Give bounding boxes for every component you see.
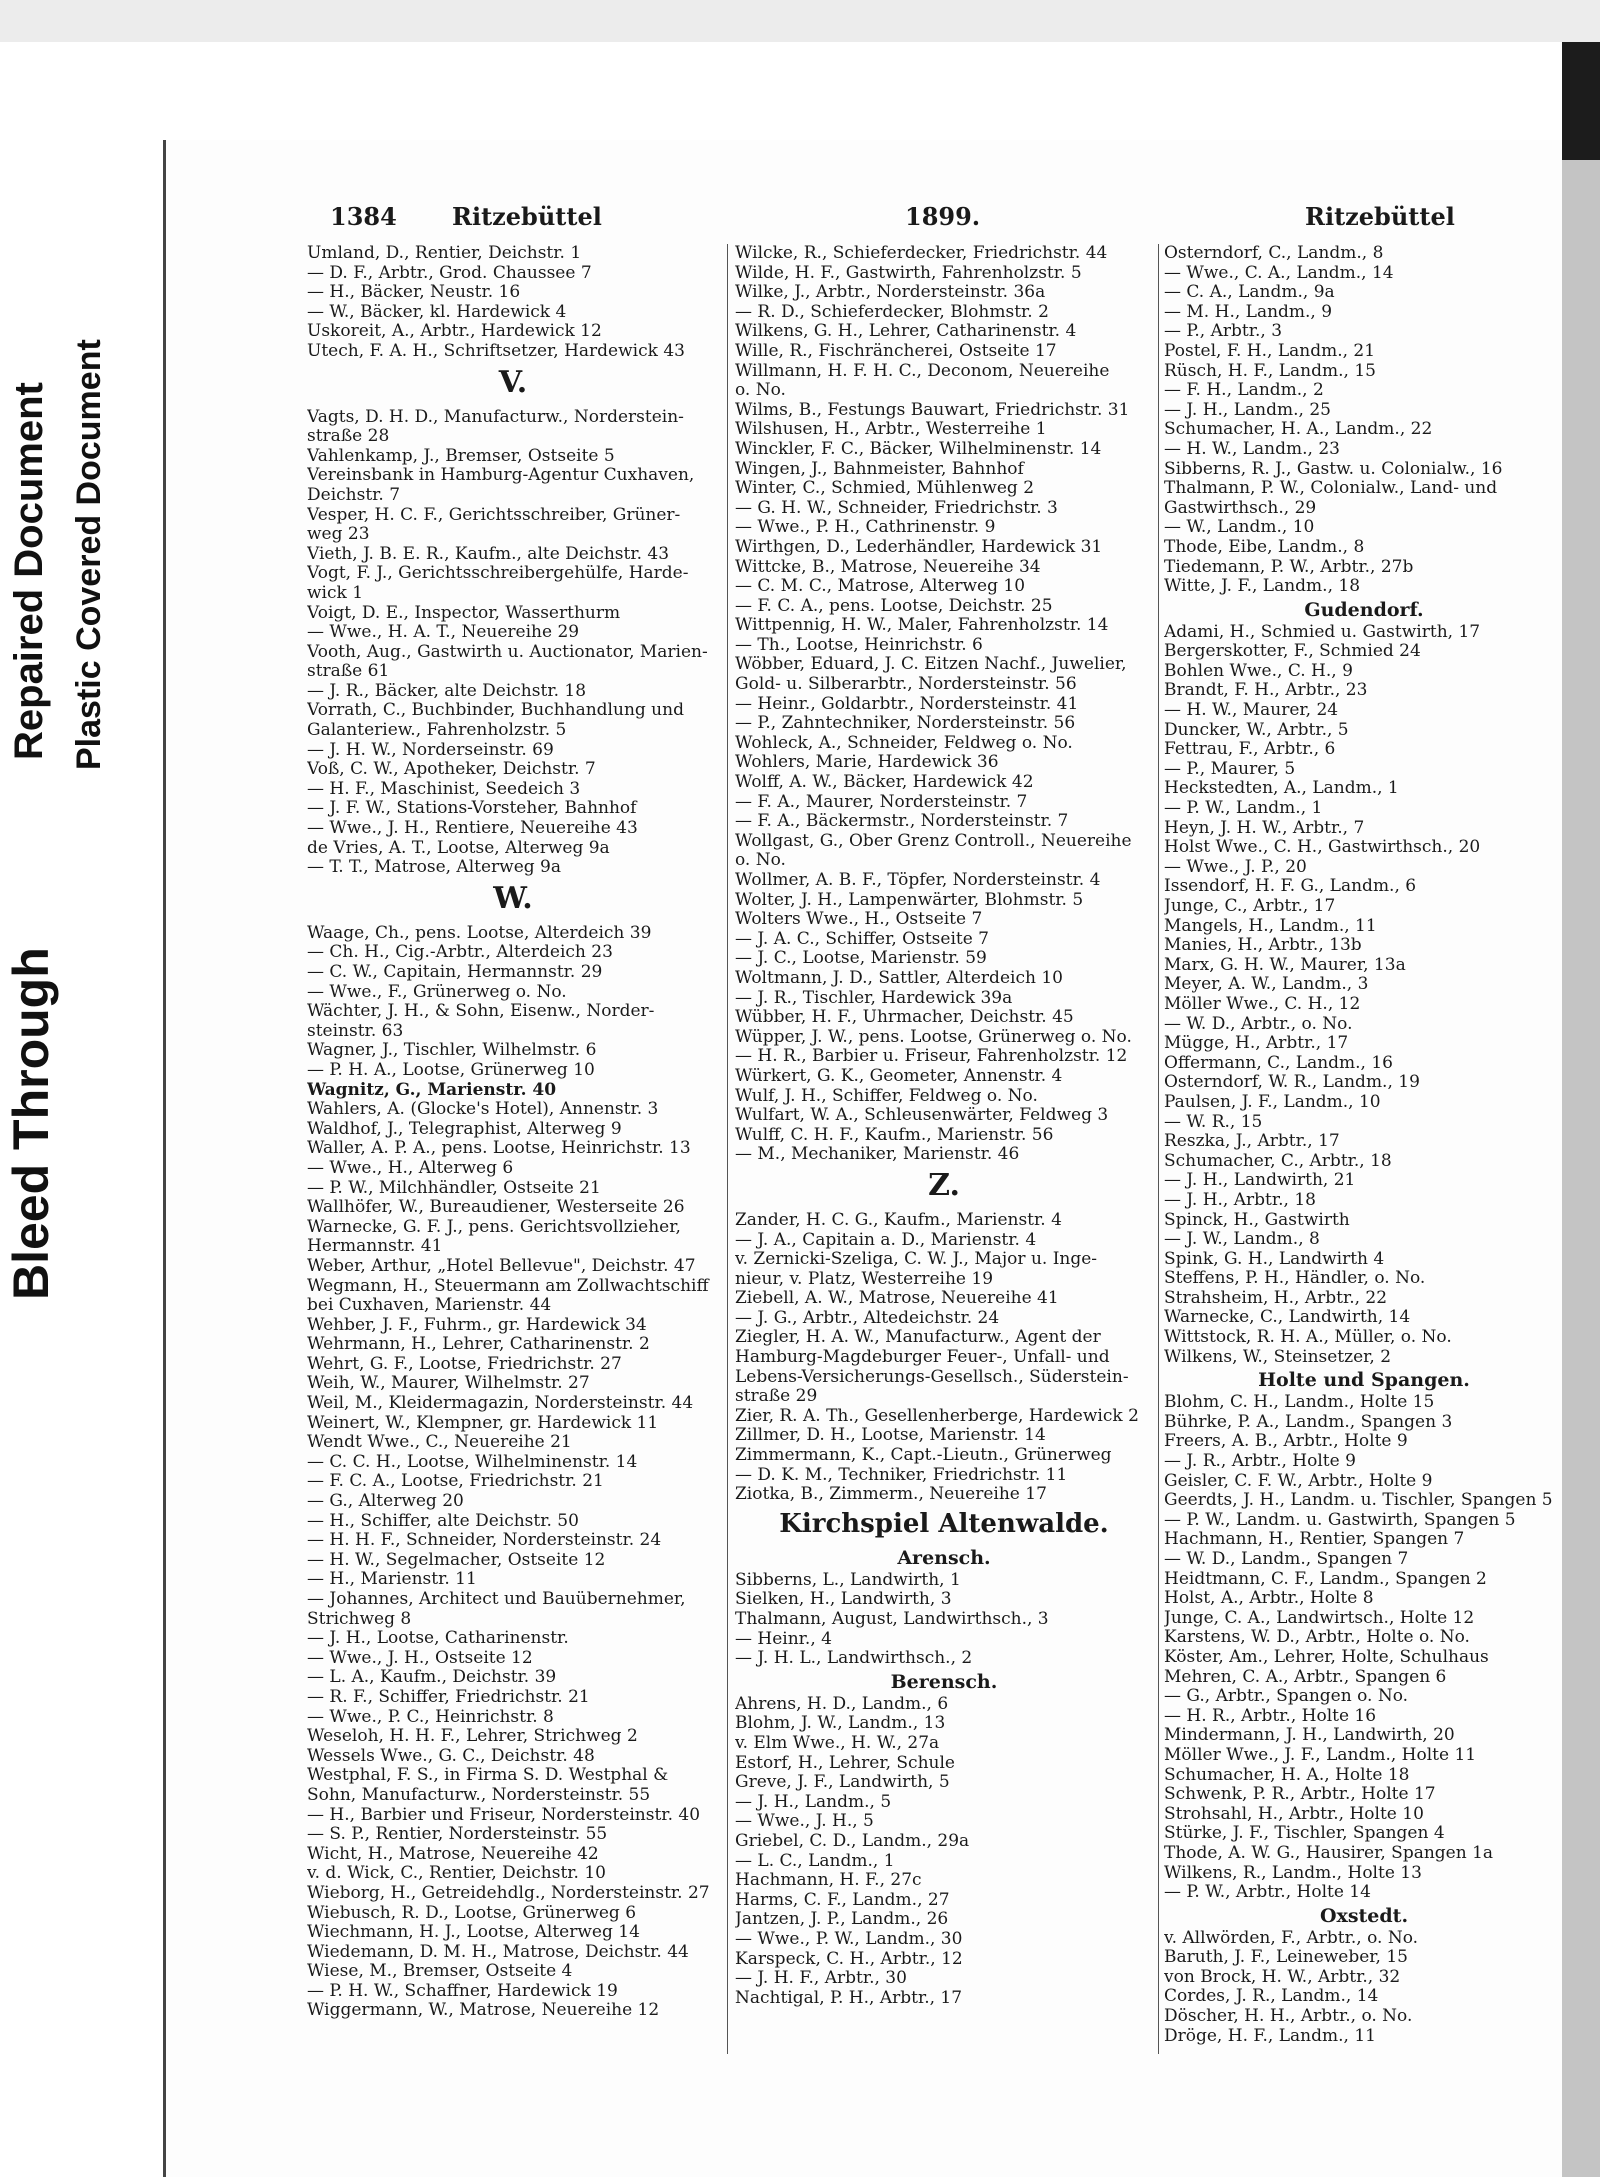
directory-entry: Möller Wwe., C. H., 12 <box>1164 994 1361 1014</box>
directory-entry: Wallhöfer, W., Bureaudiener, Westerseite 26 <box>307 1198 685 1218</box>
directory-entry: — P., Zahntechniker, Nordersteinstr. 56 <box>735 714 1076 734</box>
directory-entry: Vesper, H. C. F., Gerichtsschreiber, Grüner- <box>307 505 681 525</box>
directory-entry: — P. W., Arbtr., Holte 14 <box>1164 1883 1371 1903</box>
directory-entry: Holst, A., Arbtr., Holte 8 <box>1164 1589 1374 1609</box>
directory-entry: — J. R., Arbtr., Holte 9 <box>1164 1452 1356 1472</box>
directory-entry: — Wwe., H., Alterweg 6 <box>307 1158 514 1178</box>
directory-entry: Mehren, C. A., Arbtr., Spangen 6 <box>1164 1667 1447 1687</box>
directory-entry: — Heinr., Goldarbtr., Nordersteinstr. 41 <box>735 694 1079 714</box>
directory-entry: Wolter, J. H., Lampenwärter, Blohmstr. 5 <box>735 890 1084 910</box>
directory-entry: — Wwe., P. W., Landm., 30 <box>735 1929 963 1949</box>
directory-entry: Cordes, J. R., Landm., 14 <box>1164 1987 1379 2007</box>
directory-entry: Schumacher, H. A., Holte 18 <box>1164 1765 1410 1785</box>
directory-entry: Strahsheim, H., Arbtr., 22 <box>1164 1288 1388 1308</box>
directory-entry: Waller, A. P. A., pens. Lootse, Heinrichstr. 13 <box>307 1139 691 1159</box>
directory-entry: — Heinr., 4 <box>735 1629 832 1649</box>
directory-entry: Wiedemann, D. M. H., Matrose, Deichstr. 44 <box>307 1942 689 1962</box>
directory-entry: steinstr. 63 <box>307 1021 404 1041</box>
directory-entry: Junge, C., Arbtr., 17 <box>1164 897 1336 916</box>
directory-entry: Greve, J. F., Landwirth, 5 <box>735 1773 950 1793</box>
directory-entry: Wendt Wwe., C., Neuereihe 21 <box>307 1433 572 1453</box>
directory-entry: Strichweg 8 <box>307 1609 412 1629</box>
directory-entry: Blohm, C. H., Landm., Holte 15 <box>1164 1393 1435 1413</box>
directory-entry: — Wwe., F., Grünerweg o. No. <box>307 982 567 1002</box>
directory-entry: — P., Maurer, 5 <box>1164 759 1296 779</box>
directory-entry: Wilke, J., Arbtr., Nordersteinstr. 36a <box>735 283 1046 303</box>
directory-entry: Wicht, H., Matrose, Neuereihe 42 <box>307 1844 599 1864</box>
directory-entry: Nachtigal, P. H., Arbtr., 17 <box>735 1988 963 2008</box>
directory-entry: Weinert, W., Klempner, gr. Hardewick 11 <box>307 1413 659 1433</box>
directory-entry: — Wwe., J. H., Ostseite 12 <box>307 1648 533 1668</box>
section-heading: Z. <box>928 1167 960 1203</box>
directory-entry: Freers, A. B., Arbtr., Holte 9 <box>1164 1432 1408 1452</box>
directory-entry: — C. C. H., Lootse, Wilhelminenstr. 14 <box>307 1452 638 1472</box>
column-divider <box>1158 244 1159 2054</box>
directory-entry: — R. D., Schieferdecker, Blohmstr. 2 <box>735 302 1049 322</box>
directory-entry: — D. F., Arbtr., Grod. Chaussee 7 <box>307 263 592 283</box>
directory-entry: Sibberns, L., Landwirth, 1 <box>735 1570 961 1590</box>
directory-entry: Wiggermann, W., Matrose, Neuereihe 12 <box>307 2001 660 2021</box>
directory-entry: weg 23 <box>307 525 370 545</box>
directory-entry: Wieborg, H., Getreidehdlg., Nordersteinstr. 27 <box>307 1883 710 1903</box>
directory-entry: — F. C. A., pens. Lootse, Deichstr. 25 <box>735 596 1053 616</box>
directory-entry: — C. W., Capitain, Hermannstr. 29 <box>307 963 603 982</box>
directory-entry: Vereinsbank in Hamburg-Agentur Cuxhaven, <box>307 466 695 486</box>
directory-entry: Meyer, A. W., Landm., 3 <box>1164 975 1369 995</box>
directory-entry: Geerdts, J. H., Landm. u. Tischler, Spangen 5 <box>1164 1491 1553 1511</box>
directory-entry: — Th., Lootse, Heinrichstr. 6 <box>735 635 983 655</box>
directory-entry: o. No. <box>735 381 786 401</box>
directory-column-2 <box>735 244 1153 2008</box>
directory-entry: Ziegler, H. A. W., Manufacturw., Agent der <box>735 1328 1101 1348</box>
directory-entry: Ziotka, B., Zimmerm., Neuereihe 17 <box>735 1485 1047 1505</box>
directory-entry: Thalmann, August, Landwirthsch., 3 <box>735 1610 1049 1629</box>
directory-entry: Wulfart, W. A., Schleusenwärter, Feldweg 3 <box>735 1106 1109 1126</box>
directory-entry: — Wwe., J. H., Rentiere, Neuereihe 43 <box>307 819 638 839</box>
directory-entry: Thalmann, P. W., Colonialw., Land- und <box>1164 479 1498 499</box>
directory-entry: Osterndorf, C., Landm., 8 <box>1164 244 1384 263</box>
directory-entry: Wollmer, A. B. F., Töpfer, Nordersteinstr. 4 <box>735 871 1101 890</box>
directory-entry: straße 29 <box>735 1387 818 1407</box>
directory-entry: — Wwe., J. H., 5 <box>735 1812 874 1832</box>
directory-entry: Woltmann, J. D., Sattler, Alterdeich 10 <box>735 968 1063 988</box>
directory-entry: — H. H. F., Schneider, Nordersteinstr. 24 <box>307 1531 662 1551</box>
directory-entry: Bohlen Wwe., C. H., 9 <box>1164 661 1353 681</box>
directory-entry: Wulf, J. H., Schiffer, Feldweg o. No. <box>735 1086 1038 1106</box>
directory-entry: Wilshusen, H., Arbtr., Westerreihe 1 <box>735 420 1047 440</box>
directory-entry: Jantzen, J. P., Landm., 26 <box>735 1910 949 1930</box>
directory-entry: — F. H., Landm., 2 <box>1164 381 1324 401</box>
section-heading: Berensch. <box>890 1670 998 1693</box>
directory-entry: — M. H., Landm., 9 <box>1164 302 1333 322</box>
directory-entry: Sielken, H., Landwirth, 3 <box>735 1590 952 1610</box>
directory-entry: Wolters Wwe., H., Ostseite 7 <box>735 910 983 930</box>
directory-entry: — J. W., Landm., 8 <box>1164 1230 1320 1250</box>
directory-entry: Griebel, C. D., Landm., 29a <box>735 1831 970 1851</box>
directory-entry: — H., Schiffer, alte Deichstr. 50 <box>307 1511 579 1531</box>
directory-entry: — P. H. W., Schaffner, Hardewick 19 <box>307 1981 618 2001</box>
directory-entry: Adami, H., Schmied u. Gastwirth, 17 <box>1164 622 1481 642</box>
directory-entry: Wahlers, A. (Glocke's Hotel), Annenstr. 3 <box>307 1100 659 1120</box>
directory-entry: Galanteriew., Fahrenholzstr. 5 <box>307 721 567 741</box>
directory-entry: Waage, Ch., pens. Lootse, Alterdeich 39 <box>307 923 652 943</box>
directory-entry: Stürke, J. F., Tischler, Spangen 4 <box>1164 1824 1445 1844</box>
directory-entry: Postel, F. H., Landm., 21 <box>1164 341 1376 361</box>
directory-entry: Bührke, P. A., Landm., Spangen 3 <box>1164 1412 1453 1432</box>
directory-entry: Wulff, C. H. F., Kaufm., Marienstr. 56 <box>735 1125 1054 1145</box>
directory-entry: Ahrens, H. D., Landm., 6 <box>735 1694 949 1714</box>
directory-entry: — P. H. A., Lootse, Grünerweg 10 <box>307 1060 595 1080</box>
directory-entry: wick 1 <box>307 583 364 603</box>
directory-entry: — J. H., Lootse, Catharinenstr. <box>307 1629 569 1649</box>
directory-entry: Wingen, J., Bahnmeister, Bahnhof <box>735 459 1024 479</box>
directory-entry: — J. H., Landm., 5 <box>735 1792 892 1812</box>
directory-entry: — G. H. W., Schneider, Friedrichstr. 3 <box>735 498 1058 518</box>
directory-entry: Spink, G. H., Landwirth 4 <box>1164 1249 1385 1269</box>
directory-entry: Wohleck, A., Schneider, Feldweg o. No. <box>735 733 1073 753</box>
directory-entry: — Wwe., P. H., Cathrinenstr. 9 <box>735 518 996 538</box>
directory-entry: Wilms, B., Festungs Bauwart, Friedrichstr. 31 <box>735 400 1130 420</box>
directory-entry: Döscher, H. H., Arbtr., o. No. <box>1164 2007 1413 2027</box>
directory-entry: Reszka, J., Arbtr., 17 <box>1164 1132 1340 1152</box>
directory-entry: v. d. Wick, C., Rentier, Deichstr. 10 <box>307 1864 606 1884</box>
directory-entry: — H., Marienstr. 11 <box>307 1570 477 1590</box>
directory-entry: o. No. <box>735 851 786 871</box>
directory-entry: — Wwe., P. C., Heinrichstr. 8 <box>307 1707 554 1727</box>
directory-entry: Harms, C. F., Landm., 27 <box>735 1890 950 1910</box>
directory-entry: Wagnitz, G., Marienstr. 40 <box>307 1080 557 1100</box>
directory-entry: Würkert, G. K., Geometer, Annenstr. 4 <box>735 1066 1063 1086</box>
directory-entry: Schumacher, C., Arbtr., 18 <box>1164 1151 1392 1171</box>
directory-entry: Voigt, D. E., Inspector, Wasserthurm <box>307 603 621 623</box>
directory-entry: Dröge, H. F., Landm., 11 <box>1164 2026 1376 2046</box>
directory-entry: v. Allwörden, F., Arbtr., o. No. <box>1164 1928 1419 1948</box>
directory-entry: — J. H. L., Landwirthsch., 2 <box>735 1649 973 1669</box>
directory-entry: Osterndorf, W. R., Landm., 19 <box>1164 1073 1420 1093</box>
directory-entry: Geisler, C. F. W., Arbtr., Holte 9 <box>1164 1471 1433 1491</box>
directory-entry: Wilkens, R., Landm., Holte 13 <box>1164 1863 1422 1883</box>
directory-entry: Paulsen, J. F., Landm., 10 <box>1164 1092 1381 1112</box>
scan-right-edge <box>1562 160 1600 2177</box>
page-number: 1384 <box>330 202 397 231</box>
directory-entry: Zillmer, D. H., Lootse, Marienstr. 14 <box>735 1426 1046 1446</box>
directory-entry: — F. A., Maurer, Nordersteinstr. 7 <box>735 792 1028 812</box>
directory-entry: Blohm, J. W., Landm., 13 <box>735 1714 946 1734</box>
directory-entry: — G., Arbtr., Spangen o. No. <box>1164 1687 1409 1707</box>
directory-entry: Fettrau, F., Arbtr., 6 <box>1164 740 1336 760</box>
directory-entry: Wagner, J., Tischler, Wilhelmstr. 6 <box>307 1041 597 1061</box>
directory-entry: Lebens-Versicherungs-Gesellsch., Süderstein- <box>735 1367 1129 1387</box>
directory-entry: — W. D., Arbtr., o. No. <box>1164 1014 1353 1034</box>
bleed-through-stamp: Bleed Through <box>3 947 59 1300</box>
directory-entry: Wohlers, Marie, Hardewick 36 <box>735 753 999 773</box>
directory-entry: v. Zernicki-Szeliga, C. W. J., Major u. Inge- <box>735 1250 1098 1270</box>
section-heading: Arensch. <box>897 1546 991 1569</box>
directory-entry: — J. R., Bäcker, alte Deichstr. 18 <box>307 681 587 701</box>
directory-entry: — J. A. C., Schiffer, Ostseite 7 <box>735 929 989 949</box>
directory-entry: — H. R., Barbier u. Friseur, Fahrenholzstr. 12 <box>735 1047 1128 1067</box>
directory-entry: Wittcke, B., Matrose, Neuereihe 34 <box>735 557 1041 577</box>
directory-entry: Weseloh, H. H. F., Lehrer, Strichweg 2 <box>307 1727 638 1747</box>
directory-entry: Warnecke, C., Landwirth, 14 <box>1164 1308 1411 1328</box>
scan-dark-tab <box>1562 42 1600 160</box>
directory-entry: Wegmann, H., Steuermann am Zollwachtschiff <box>307 1276 709 1296</box>
directory-entry: Wolff, A. W., Bäcker, Hardewick 42 <box>735 773 1034 793</box>
directory-entry: Duncker, W., Arbtr., 5 <box>1164 720 1349 740</box>
directory-entry: Bergerskotter, F., Schmied 24 <box>1164 642 1421 662</box>
directory-entry: Wüpper, J. W., pens. Lootse, Grünerweg o. No. <box>735 1027 1132 1047</box>
directory-entry: Vagts, D. H. D., Manufacturw., Norderstein- <box>307 407 684 427</box>
directory-entry: Utech, F. A. H., Schriftsetzer, Hardewick 43 <box>307 341 685 361</box>
directory-entry: Vieth, J. B. E. R., Kaufm., alte Deichstr. 43 <box>307 544 670 564</box>
directory-entry: Wiese, M., Bremser, Ostseite 4 <box>307 1962 573 1982</box>
directory-entry: Wehber, J. F., Fuhrm., gr. Hardewick 34 <box>307 1315 647 1335</box>
directory-entry: — H. W., Maurer, 24 <box>1164 701 1339 721</box>
directory-entry: Zander, H. C. G., Kaufm., Marienstr. 4 <box>735 1210 1062 1230</box>
directory-entry: Gold- u. Silberarbtr., Nordersteinstr. 56 <box>735 675 1077 695</box>
directory-entry: — J. H., Landm., 25 <box>1164 400 1331 420</box>
directory-entry: — L. C., Landm., 1 <box>735 1851 895 1871</box>
directory-entry: — M., Mechaniker, Marienstr. 46 <box>735 1145 1020 1165</box>
directory-entry: Winckler, F. C., Bäcker, Wilhelminenstr. 14 <box>735 439 1102 459</box>
section-heading: Oxstedt. <box>1319 1904 1409 1927</box>
directory-entry: — W. D., Landm., Spangen 7 <box>1164 1550 1409 1569</box>
directory-entry: — L. A., Kaufm., Deichstr. 39 <box>307 1668 557 1688</box>
directory-entry: Manies, H., Arbtr., 13b <box>1164 936 1362 956</box>
directory-entry: Vooth, Aug., Gastwirth u. Auctionator, Marien- <box>307 642 708 662</box>
directory-entry: Wessels Wwe., G. C., Deichstr. 48 <box>307 1746 595 1766</box>
directory-entry: — Wwe., H. A. T., Neuereihe 29 <box>307 623 580 643</box>
directory-entry: Sohn, Manufacturw., Nordersteinstr. 55 <box>307 1785 651 1805</box>
directory-entry: Weil, M., Kleidermagazin, Nordersteinstr. 44 <box>307 1394 694 1414</box>
directory-entry: Wille, R., Fischräncherei, Ostseite 17 <box>735 341 1057 361</box>
directory-entry: — H. F., Maschinist, Seedeich 3 <box>307 779 581 799</box>
directory-entry: Schumacher, H. A., Landm., 22 <box>1164 420 1433 440</box>
directory-entry: Hachmann, H. F., 27c <box>735 1871 922 1891</box>
directory-entry: — H. R., Arbtr., Holte 16 <box>1164 1706 1377 1726</box>
directory-entry: — W., Landm., 10 <box>1164 518 1315 538</box>
repaired-document-stamp: Repaired Document <box>7 382 51 760</box>
directory-entry: — R. F., Schiffer, Friedrichstr. 21 <box>307 1687 590 1707</box>
directory-entry: — J. A., Capitain a. D., Marienstr. 4 <box>735 1230 1037 1250</box>
directory-entry: Spinck, H., Gastwirth <box>1164 1210 1350 1230</box>
directory-entry: — T. T., Matrose, Alterweg 9a <box>307 858 562 878</box>
header-year: 1899. <box>905 202 981 231</box>
directory-entry: Wehrmann, H., Lehrer, Catharinenstr. 2 <box>307 1335 650 1355</box>
directory-entry: Uskoreit, A., Arbtr., Hardewick 12 <box>307 322 602 342</box>
directory-entry: — J. F. W., Stations-Vorsteher, Bahnhof <box>307 799 637 819</box>
directory-entry: — W. R., 15 <box>1164 1112 1263 1132</box>
directory-entry: — S. P., Rentier, Nordersteinstr. 55 <box>307 1825 608 1845</box>
directory-entry: Hermannstr. 41 <box>307 1237 443 1257</box>
directory-entry: Heckstedten, A., Landm., 1 <box>1164 779 1399 799</box>
directory-entry: Hachmann, H., Rentier, Spangen 7 <box>1164 1530 1465 1550</box>
directory-entry: Wilcke, R., Schieferdecker, Friedrichstr. 44 <box>735 244 1108 263</box>
directory-entry: — J. R., Tischler, Hardewick 39a <box>735 988 1013 1008</box>
directory-entry: nieur, v. Platz, Westerreihe 19 <box>735 1269 994 1289</box>
header-left-title: Ritzebüttel <box>452 202 602 231</box>
directory-entry: Mangels, H., Landm., 11 <box>1164 916 1377 936</box>
directory-entry: Winter, C., Schmied, Mühlenweg 2 <box>735 479 1035 499</box>
directory-entry: Mindermann, J. H., Landwirth, 20 <box>1164 1726 1455 1746</box>
directory-entry: Wilkens, G. H., Lehrer, Catharinenstr. 4 <box>735 322 1077 342</box>
directory-entry: Rüsch, H. F., Landm., 15 <box>1164 361 1376 381</box>
directory-entry: Wilde, H. F., Gastwirth, Fahrenholzstr. 5 <box>735 263 1082 283</box>
directory-entry: Marx, G. H. W., Maurer, 13a <box>1164 955 1406 975</box>
directory-entry: Junge, C. A., Landwirtsch., Holte 12 <box>1164 1608 1475 1628</box>
directory-entry: v. Elm Wwe., H. W., 27a <box>735 1733 940 1753</box>
directory-entry: — P. W., Landm. u. Gastwirth, Spangen 5 <box>1164 1510 1516 1530</box>
directory-entry: de Vries, A. T., Lootse, Alterweg 9a <box>307 838 610 858</box>
directory-entry: Heidtmann, C. F., Landm., Spangen 2 <box>1164 1569 1487 1589</box>
directory-column-1 <box>307 244 719 2021</box>
directory-entry: Hamburg-Magdeburger Feuer-, Unfall- und <box>735 1348 1110 1368</box>
directory-entry: — H. W., Landm., 23 <box>1164 439 1340 459</box>
directory-entry: Wübber, H. F., Uhrmacher, Deichstr. 45 <box>735 1008 1074 1028</box>
directory-entry: Willmann, H. F. H. C., Deconom, Neuereihe <box>735 361 1110 381</box>
directory-entry: Wittstock, R. H. A., Müller, o. No. <box>1164 1328 1452 1348</box>
directory-entry: Estorf, H., Lehrer, Schule <box>735 1753 955 1773</box>
directory-entry: Warnecke, G. F. J., pens. Gerichtsvollzieher, <box>307 1217 681 1237</box>
directory-entry: Brandt, F. H., Arbtr., 23 <box>1164 681 1368 701</box>
directory-entry: — Johannes, Architect und Bauübernehmer, <box>307 1590 686 1609</box>
directory-entry: Deichstr. 7 <box>307 485 401 505</box>
directory-entry: Wiebusch, R. D., Lootse, Grünerweg 6 <box>307 1903 637 1923</box>
directory-entry: Möller Wwe., J. F., Landm., Holte 11 <box>1164 1745 1477 1765</box>
directory-entry: — P., Arbtr., 3 <box>1164 322 1283 342</box>
section-heading: V. <box>498 364 528 400</box>
directory-entry: Strohsahl, H., Arbtr., Holte 10 <box>1164 1804 1424 1824</box>
directory-entry: straße 61 <box>307 662 390 682</box>
directory-entry: Wilkens, W., Steinsetzer, 2 <box>1164 1347 1392 1367</box>
directory-entry: — W., Bäcker, kl. Hardewick 4 <box>307 302 567 322</box>
directory-entry: — J. H., Landwirth, 21 <box>1164 1171 1356 1191</box>
directory-entry: Voß, C. W., Apotheker, Deichstr. 7 <box>307 760 596 780</box>
directory-entry: Tiedemann, P. W., Arbtr., 27b <box>1164 557 1414 577</box>
directory-entry: — C. M. C., Matrose, Alterweg 10 <box>735 577 1026 597</box>
directory-entry: Wehrt, G. F., Lootse, Friedrichstr. 27 <box>307 1354 622 1374</box>
directory-entry: — F. C. A., Lootse, Friedrichstr. 21 <box>307 1472 604 1492</box>
directory-entry: — C. A., Landm., 9a <box>1164 283 1335 303</box>
directory-entry: Zimmermann, K., Capt.-Lieutn., Grünerweg <box>735 1446 1112 1466</box>
directory-entry: Weber, Arthur, „Hotel Bellevue", Deichstr. 47 <box>307 1256 696 1276</box>
directory-entry: Vorrath, C., Buchbinder, Buchhandlung und <box>307 701 684 721</box>
directory-entry: Wirthgen, D., Lederhändler, Hardewick 31 <box>735 537 1103 557</box>
directory-entry: — J. H., Arbtr., 18 <box>1164 1190 1316 1210</box>
directory-entry: Issendorf, H. F. G., Landm., 6 <box>1164 877 1417 897</box>
directory-entry: Vahlenkamp, J., Bremser, Ostseite 5 <box>307 446 615 466</box>
directory-column-3 <box>1164 244 1564 2046</box>
directory-entry: Schwenk, P. R., Arbtr., Holte 17 <box>1164 1785 1436 1805</box>
directory-entry: Thode, A. W. G., Hausirer, Spangen 1a <box>1164 1843 1494 1863</box>
column-divider <box>727 244 728 2054</box>
directory-entry: straße 28 <box>307 427 390 447</box>
directory-entry: Thode, Eibe, Landm., 8 <box>1164 537 1365 557</box>
directory-entry: Gastwirthsch., 29 <box>1164 498 1317 518</box>
plastic-covered-stamp: Plastic Covered Document <box>70 339 108 770</box>
directory-entry: Wiechmann, H. J., Lootse, Alterweg 14 <box>307 1923 640 1943</box>
directory-entry: Vogt, F. J., Gerichtsschreibergehülfe, Harde- <box>307 564 689 584</box>
directory-entry: — P. W., Milchhändler, Ostseite 21 <box>307 1178 601 1198</box>
directory-entry: Weih, W., Maurer, Wilhelmstr. 27 <box>307 1374 590 1394</box>
directory-entry: — J. G., Arbtr., Altedeichstr. 24 <box>735 1308 1000 1328</box>
directory-entry: Baruth, J. F., Leineweber, 15 <box>1164 1948 1409 1968</box>
directory-entry: — H. W., Segelmacher, Ostseite 12 <box>307 1550 606 1570</box>
directory-entry: — Wwe., C. A., Landm., 14 <box>1164 263 1394 283</box>
directory-entry: Heyn, J. H. W., Arbtr., 7 <box>1164 818 1365 838</box>
directory-entry: Wächter, J. H., & Sohn, Eisenw., Norder- <box>307 1002 655 1022</box>
directory-entry: — F. A., Bäckermstr., Nordersteinstr. 7 <box>735 812 1069 832</box>
directory-entry: Sibberns, R. J., Gastw. u. Colonialw., 16 <box>1164 459 1503 479</box>
directory-entry: — J. H. F., Arbtr., 30 <box>735 1969 907 1989</box>
section-heading: Kirchspiel Altenwalde. <box>779 1508 1109 1539</box>
directory-entry: Westphal, F. S., in Firma S. D. Westphal & <box>307 1766 669 1786</box>
directory-entry: Mügge, H., Arbtr., 17 <box>1164 1034 1349 1054</box>
directory-entry: — G., Alterweg 20 <box>307 1492 464 1512</box>
directory-entry: Umland, D., Rentier, Deichstr. 1 <box>307 244 582 263</box>
directory-entry: Wollgast, G., Ober Grenz Controll., Neuereihe <box>735 831 1132 851</box>
directory-entry: Wittpennig, H. W., Maler, Fahrenholzstr. 14 <box>735 616 1109 636</box>
directory-entry: Holst Wwe., C. H., Gastwirthsch., 20 <box>1164 838 1481 858</box>
directory-entry: Offermann, C., Landm., 16 <box>1164 1053 1393 1073</box>
directory-entry: — Wwe., J. P., 20 <box>1164 857 1307 877</box>
directory-entry: — Ch. H., Cig.-Arbtr., Alterdeich 23 <box>307 943 613 963</box>
directory-entry: Steffens, P. H., Händler, o. No. <box>1164 1269 1426 1289</box>
directory-entry: von Brock, H. W., Arbtr., 32 <box>1164 1967 1401 1987</box>
directory-entry: — J. H. W., Norderseinstr. 69 <box>307 740 554 760</box>
directory-entry: Karstens, W. D., Arbtr., Holte o. No. <box>1164 1628 1470 1648</box>
section-heading: W. <box>493 880 533 916</box>
scan-top-border <box>0 0 1600 42</box>
directory-entry: Witte, J. F., Landm., 18 <box>1164 577 1361 597</box>
directory-entry: Wöbber, Eduard, J. C. Eitzen Nachf., Juwelier, <box>735 655 1127 675</box>
section-heading: Holte und Spangen. <box>1258 1369 1470 1392</box>
header-right-title: Ritzebüttel <box>1305 202 1455 231</box>
directory-entry: — J. C., Lootse, Marienstr. 59 <box>735 949 987 969</box>
directory-entry: — H., Barbier und Friseur, Nordersteinstr. 40 <box>307 1805 701 1825</box>
directory-entry: Köster, Am., Lehrer, Holte, Schulhaus <box>1164 1647 1489 1667</box>
section-heading: Gudendorf. <box>1304 598 1424 621</box>
directory-entry: Karspeck, C. H., Arbtr., 12 <box>735 1949 963 1969</box>
directory-entry: Waldhof, J., Telegraphist, Alterweg 9 <box>307 1119 622 1139</box>
directory-entry: — H., Bäcker, Neustr. 16 <box>307 283 521 303</box>
directory-entry: — D. K. M., Techniker, Friedrichstr. 11 <box>735 1465 1068 1485</box>
directory-entry: Zier, R. A. Th., Gesellenherberge, Hardewick 2 <box>735 1406 1139 1426</box>
directory-entry: Ziebell, A. W., Matrose, Neuereihe 41 <box>735 1289 1059 1309</box>
directory-entry: bei Cuxhaven, Marienstr. 44 <box>307 1296 552 1316</box>
directory-entry: — P. W., Landm., 1 <box>1164 799 1323 819</box>
